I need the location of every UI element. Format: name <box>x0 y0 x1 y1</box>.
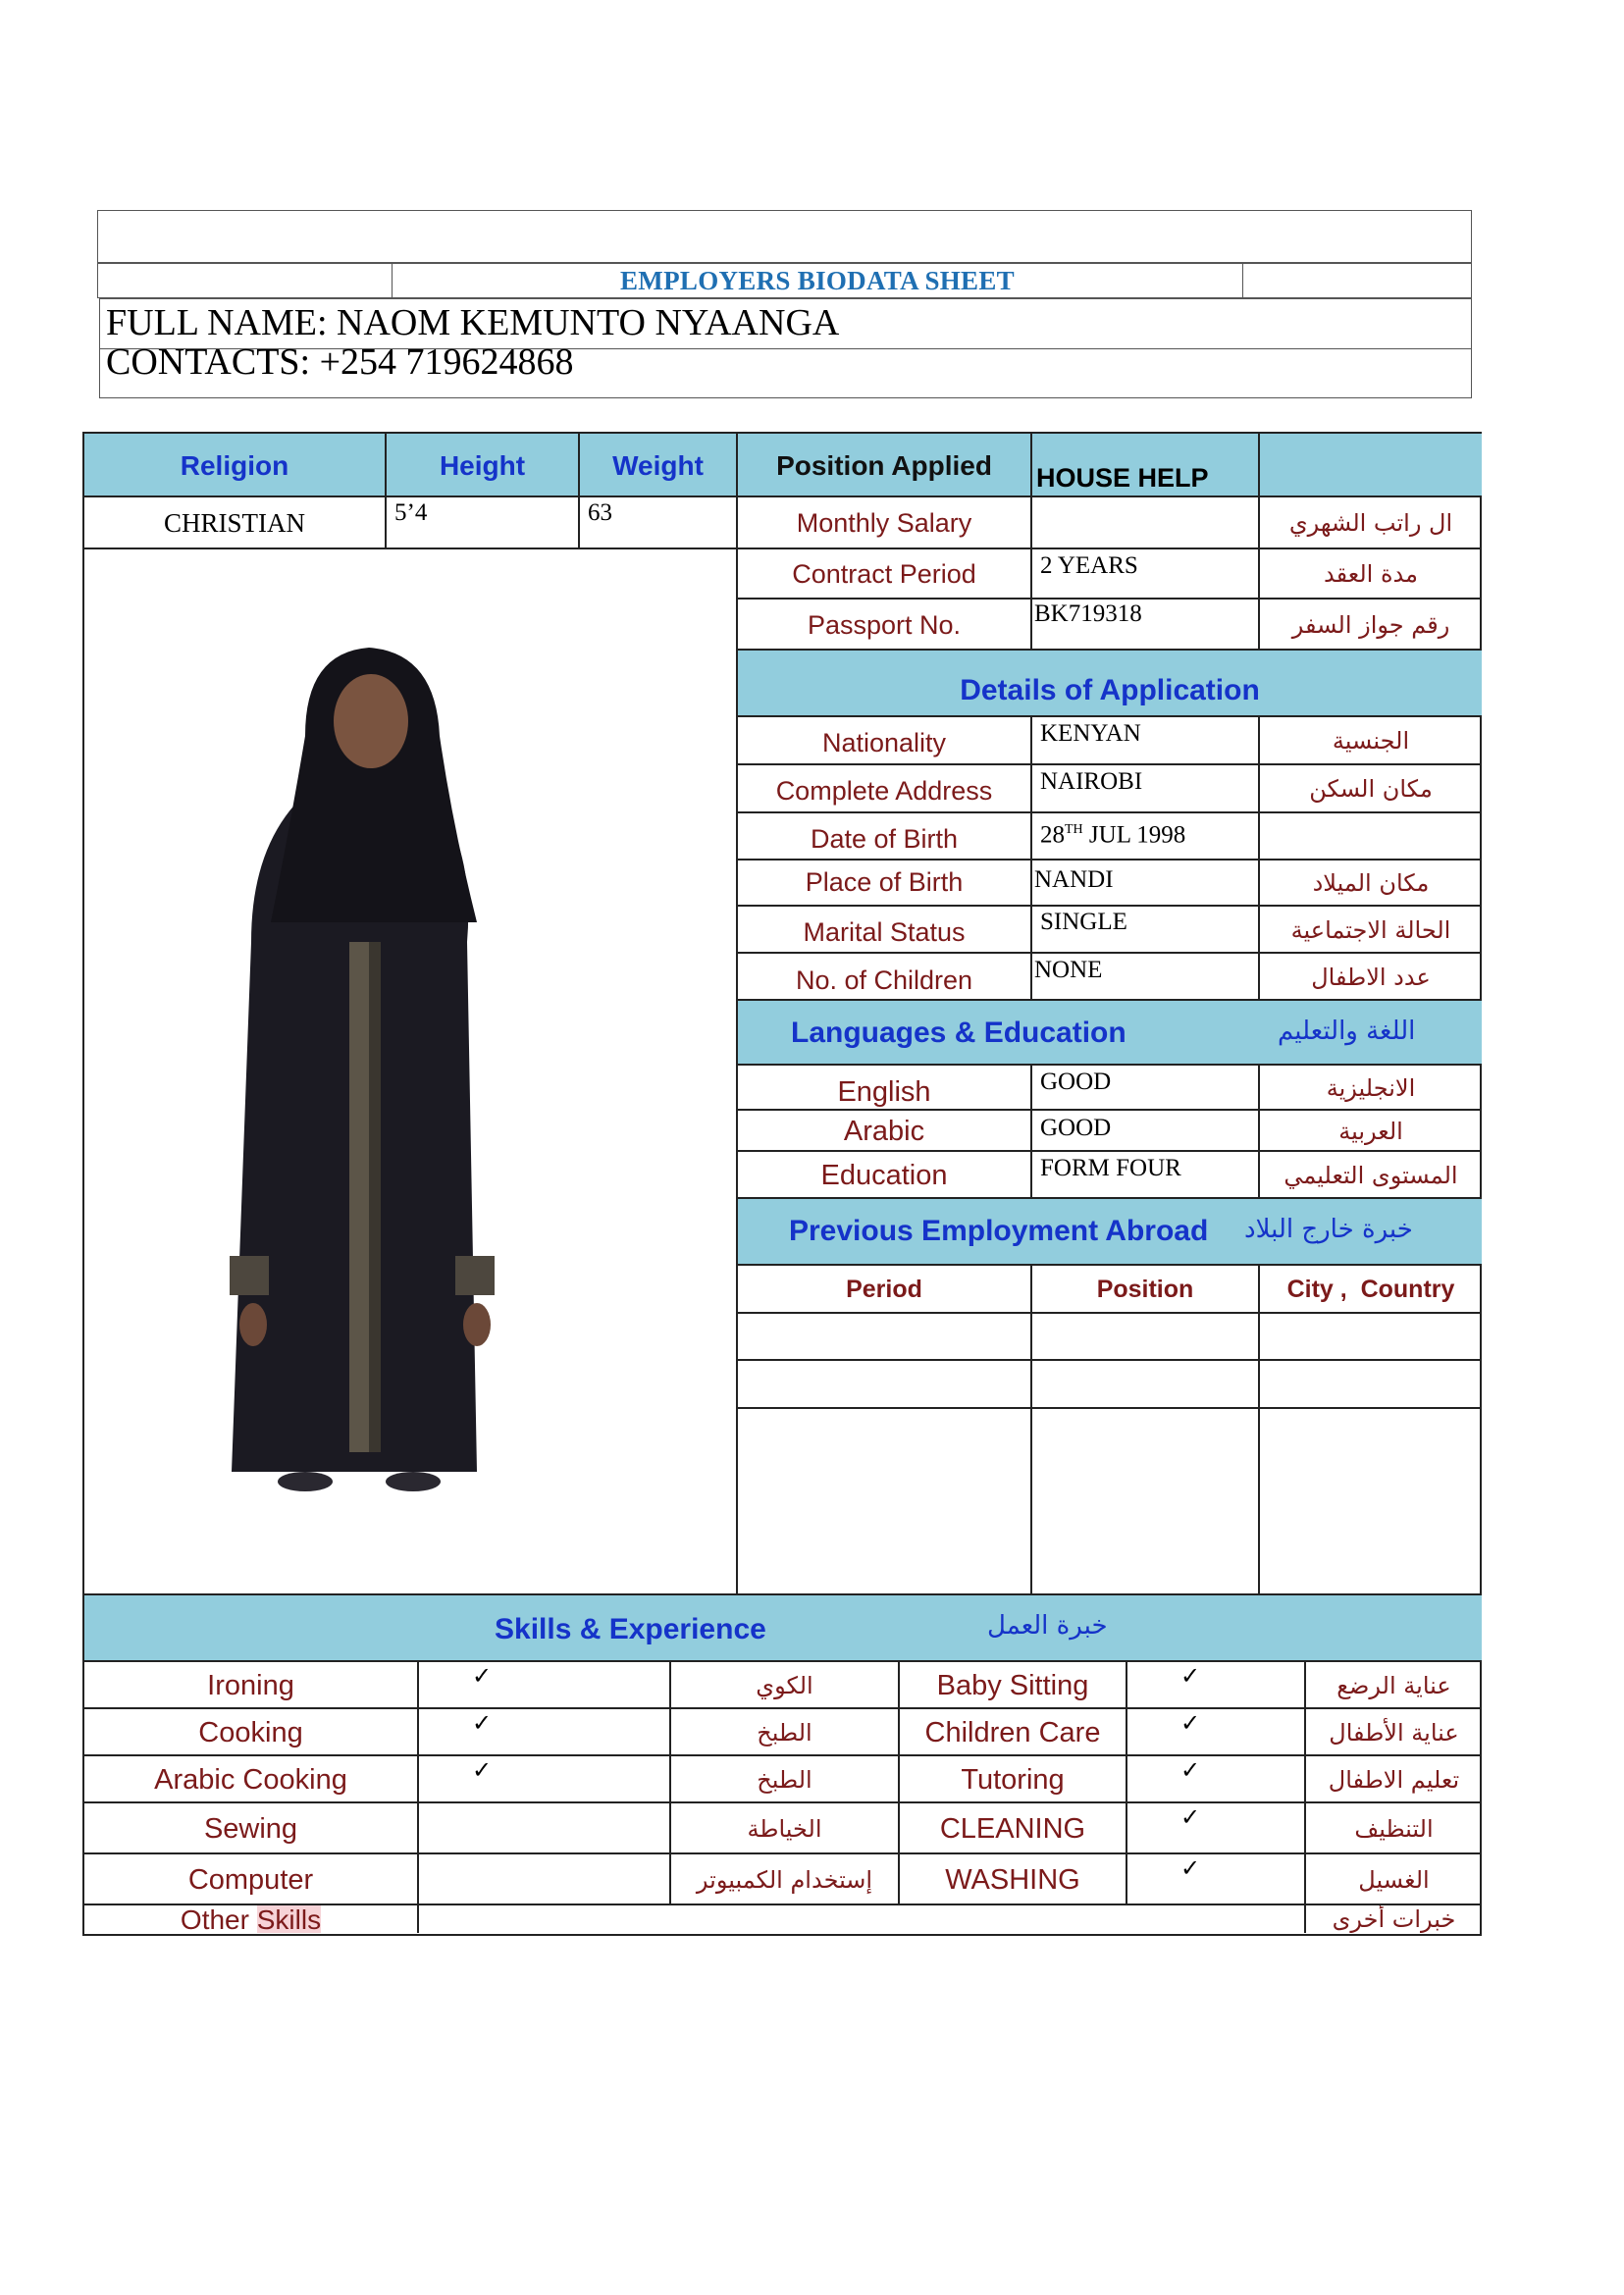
employment-title-ar: خبرة خارج البلاد <box>1244 1215 1413 1244</box>
languages-title-ar: اللغة والتعليم <box>1278 1017 1416 1046</box>
candidate-photo <box>84 549 738 1602</box>
city-country-col-header: City , Country <box>1260 1266 1482 1314</box>
period-col-header: Period <box>738 1266 1032 1314</box>
skill-label-left-1: Cooking <box>84 1709 419 1756</box>
marital-status-label: Marital Status <box>738 907 1032 954</box>
header-blank-row <box>97 210 1472 263</box>
place-of-birth-value: NANDI <box>1032 861 1260 907</box>
nationality-value: KENYAN <box>1032 717 1260 765</box>
weight-value: 63 <box>580 497 738 549</box>
english-label: English <box>738 1066 1032 1111</box>
skill-check-left-0: ✓ <box>419 1662 671 1709</box>
position-col-header: Position <box>1032 1266 1260 1314</box>
skill-check-right-0: ✓ <box>1127 1662 1306 1709</box>
marital-status-ar: الحالة الاجتماعية <box>1260 907 1482 954</box>
other-skills-label-b: Skills <box>256 1905 322 1933</box>
dob-label: Date of Birth <box>738 813 1032 861</box>
place-of-birth-ar: مكان الميلاد <box>1260 861 1482 907</box>
other-skills-ar: خبرات أخرى <box>1332 1905 1456 1933</box>
skill-label-left-0: Ironing <box>84 1662 419 1709</box>
arabic-ar: العربية <box>1260 1111 1482 1152</box>
skill-ar-left-4: إستخدام الكمبيوتر <box>671 1854 900 1905</box>
contract-period-ar: مدة العقد <box>1260 549 1482 600</box>
passport-value: BK719318 <box>1032 600 1260 651</box>
skills-title-ar: خبرة العمل <box>987 1611 1108 1641</box>
children-value: NONE <box>1032 954 1260 1001</box>
arabic-value: GOOD <box>1032 1111 1260 1152</box>
skill-label-left-4: Computer <box>84 1854 419 1905</box>
dob-ar <box>1260 813 1482 861</box>
employment-row-3-city <box>1260 1409 1482 1595</box>
other-skills-label-a: Other <box>180 1905 257 1933</box>
employment-row-3-period <box>738 1409 1032 1595</box>
skill-ar-left-0: الكوي <box>671 1662 900 1709</box>
other-skills-value <box>419 1905 1306 1933</box>
skill-label-right-3: CLEANING <box>900 1803 1127 1854</box>
skill-check-right-4: ✓ <box>1127 1854 1306 1905</box>
languages-title: Languages & Education <box>791 1017 1126 1049</box>
details-of-application-header: Details of Application <box>738 651 1482 717</box>
skill-label-right-2: Tutoring <box>900 1756 1127 1803</box>
header-title-row <box>97 263 1472 298</box>
skill-label-left-3: Sewing <box>84 1803 419 1854</box>
contract-period-value: 2 YEARS <box>1032 549 1260 600</box>
nationality-ar: الجنسية <box>1260 717 1482 765</box>
skill-ar-right-2: تعليم الاطفال <box>1306 1756 1482 1803</box>
biodata-form <box>82 432 1482 1936</box>
skill-label-right-0: Baby Sitting <box>900 1662 1127 1709</box>
dob-suffix: TH <box>1065 822 1083 837</box>
education-value: FORM FOUR <box>1032 1152 1260 1199</box>
languages-header <box>738 1001 1482 1066</box>
employment-row-1-city <box>1260 1314 1482 1361</box>
dob-value <box>1032 813 1260 861</box>
english-value: GOOD <box>1032 1066 1260 1111</box>
skill-ar-left-2: الطبخ <box>671 1756 900 1803</box>
skill-ar-left-3: الخياطة <box>671 1803 900 1854</box>
religion-value: CHRISTIAN <box>84 497 387 549</box>
skill-ar-right-1: عناية الأطفال <box>1306 1709 1482 1756</box>
dob-month-year: JUL 1998 <box>1082 821 1186 849</box>
employment-title: Previous Employment Abroad <box>789 1215 1209 1247</box>
dob-day: 28 <box>1040 821 1065 849</box>
employment-row-2-city <box>1260 1361 1482 1409</box>
passport-label: Passport No. <box>738 600 1032 651</box>
skill-check-left-2: ✓ <box>419 1756 671 1803</box>
children-ar: عدد الاطفال <box>1260 954 1482 1001</box>
monthly-salary-value <box>1032 497 1260 549</box>
address-label: Complete Address <box>738 765 1032 813</box>
monthly-salary-ar: ال راتب الشهري <box>1260 497 1482 549</box>
skill-ar-right-3: التنظيف <box>1306 1803 1482 1854</box>
education-ar: المستوى التعليمي <box>1260 1152 1482 1199</box>
name-contacts-box <box>99 298 1472 398</box>
nationality-label: Nationality <box>738 717 1032 765</box>
height-header: Height <box>387 434 580 497</box>
skill-check-right-3: ✓ <box>1127 1803 1306 1854</box>
skill-check-right-2: ✓ <box>1127 1756 1306 1803</box>
skill-ar-left-1: الطبخ <box>671 1709 900 1756</box>
marital-status-value: SINGLE <box>1032 907 1260 954</box>
full-name: FULL NAME: NAOM KEMUNTO NYAANGA <box>106 302 840 343</box>
header-title-left-cell <box>98 264 393 297</box>
header-title-right-cell <box>1242 264 1471 297</box>
position-applied-value: HOUSE HELP <box>1032 434 1260 497</box>
skill-label-left-2: Arabic Cooking <box>84 1756 419 1803</box>
employment-row-2-period <box>738 1361 1032 1409</box>
skill-ar-right-4: الغسيل <box>1306 1854 1482 1905</box>
place-of-birth-label: Place of Birth <box>738 861 1032 907</box>
skill-check-left-1: ✓ <box>419 1709 671 1756</box>
skill-label-right-4: WASHING <box>900 1854 1127 1905</box>
address-ar: مكان السكن <box>1260 765 1482 813</box>
employment-row-1-period <box>738 1314 1032 1361</box>
employment-header <box>738 1199 1482 1266</box>
monthly-salary-label: Monthly Salary <box>738 497 1032 549</box>
document-header <box>97 210 1472 398</box>
english-ar: الانجليزية <box>1260 1066 1482 1111</box>
passport-ar: رقم جواز السفر <box>1260 600 1482 651</box>
other-skills-label <box>84 1905 419 1933</box>
candidate-photo-image <box>212 628 526 1511</box>
address-value: NAIROBI <box>1032 765 1260 813</box>
skill-check-left-3 <box>419 1803 671 1854</box>
skill-ar-right-0: عناية الرضع <box>1306 1662 1482 1709</box>
education-label: Education <box>738 1152 1032 1199</box>
position-applied-label: Position Applied <box>738 434 1032 497</box>
contract-period-label: Contract Period <box>738 549 1032 600</box>
arabic-label: Arabic <box>738 1111 1032 1152</box>
skill-check-left-4 <box>419 1854 671 1905</box>
skill-check-right-1: ✓ <box>1127 1709 1306 1756</box>
employment-row-2-position <box>1032 1361 1260 1409</box>
height-value: 5’4 <box>387 497 580 549</box>
employment-row-1-position <box>1032 1314 1260 1361</box>
skills-header <box>84 1595 1482 1662</box>
contacts: CONTACTS: +254 719624868 <box>106 341 574 383</box>
weight-header: Weight <box>580 434 738 497</box>
employment-row-3-position <box>1032 1409 1260 1595</box>
document-title: EMPLOYERS BIODATA SHEET <box>620 266 1015 295</box>
children-label: No. of Children <box>738 954 1032 1001</box>
religion-header: Religion <box>84 434 387 497</box>
skills-title: Skills & Experience <box>495 1613 766 1645</box>
skill-label-right-1: Children Care <box>900 1709 1127 1756</box>
position-blank-cell <box>1260 434 1482 497</box>
